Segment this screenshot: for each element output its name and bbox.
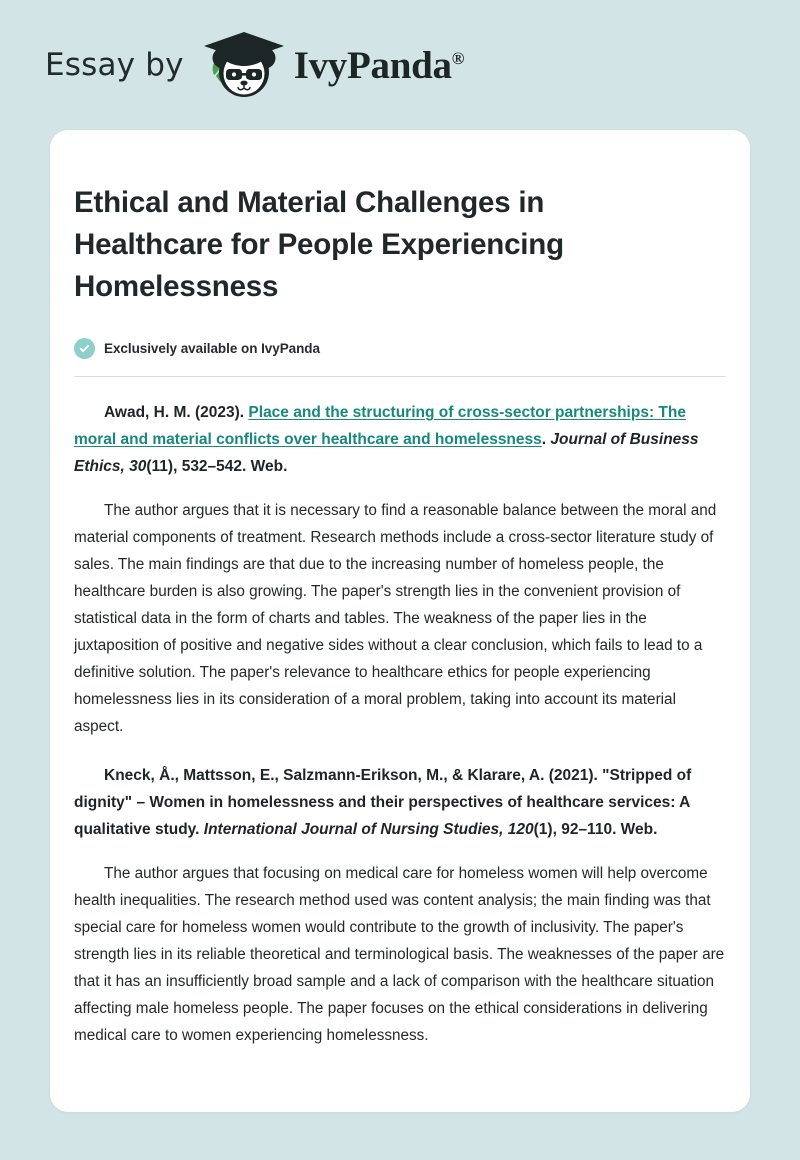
page-title: Ethical and Material Challenges in Healthcare for People Experiencing Homelessness: [74, 186, 564, 303]
exclusivity-badge: [74, 338, 726, 359]
brand-wordmark: [293, 43, 465, 87]
exclusivity-badge-label: Exclusively available on IvyPanda: [104, 341, 320, 356]
section-divider: [74, 376, 726, 377]
citation-2-author-year: Kneck, Å., Mattsson, E., Salzmann-Erikson, M., & Klarare, A. (2021). "Stripped of dignity" – Women in homelessness and their perspectives of healthcare services: A qualitative study.: [74, 767, 692, 838]
citation-entry-1: [74, 399, 726, 480]
citation-entry-2: [74, 762, 726, 843]
citation-1-volume-pages: (11), 532–542. Web.: [146, 458, 288, 475]
citation-2-volume-pages: (1), 92–110. Web.: [533, 821, 658, 838]
essay-by-label: Essay by: [45, 46, 184, 83]
summary-paragraph-2: The author argues that focusing on medical care for homeless women will help overcome health inequalities. The research method used was content analysis; the main finding was that special care for homeless women would contribute to the growth of inclusivity. The paper's strength lies in its reliable theoretical and terminological basis. The weaknesses of the paper are that it has an insufficiently broad sample and a lack of comparison with the healthcare situation affecting male homeless people. The paper focuses on the ethical considerations in delivering medical care to women experiencing homelessness.: [74, 865, 725, 1044]
citation-1-journal: Journal of Business Ethics, 30: [74, 431, 699, 475]
references-content: [74, 399, 726, 1049]
panda-graduate-icon: [198, 28, 290, 102]
check-circle-icon: [74, 338, 95, 359]
essay-card: [50, 130, 750, 1112]
citation-1-author-year: Awad, H. M. (2023).: [104, 404, 249, 421]
summary-paragraph-1: The author argues that it is necessary to find a reasonable balance between the moral and material components of treatment. Research methods include a cross-sector literature study of sales. The main findings are that due to the increasing number of homeless people, the healthcare burden is also growing. The paper's strength lies in the convenient provision of statistical data in the form of charts and tables. The weakness of the paper lies in the juxtaposition of positive and negative sides without a clear conclusion, which fails to lead to a definitive solution. The paper's relevance to healthcare ethics for people experiencing homelessness lies in its consideration of a moral problem, taking into account its material aspect.: [74, 502, 717, 735]
brand-lockup[interactable]: [45, 28, 464, 102]
site-header: [0, 0, 800, 130]
citation-1-source-link[interactable]: Place and the structuring of cross-sector partnerships: The moral and material conflicts over healthcare and homelessness: [74, 404, 686, 448]
citation-2-journal: International Journal of Nursing Studies, 120: [203, 821, 534, 838]
brand-name-text: IvyPanda: [293, 43, 452, 87]
citation-1-after-link: .: [541, 431, 551, 448]
registered-mark: ®: [451, 48, 465, 68]
